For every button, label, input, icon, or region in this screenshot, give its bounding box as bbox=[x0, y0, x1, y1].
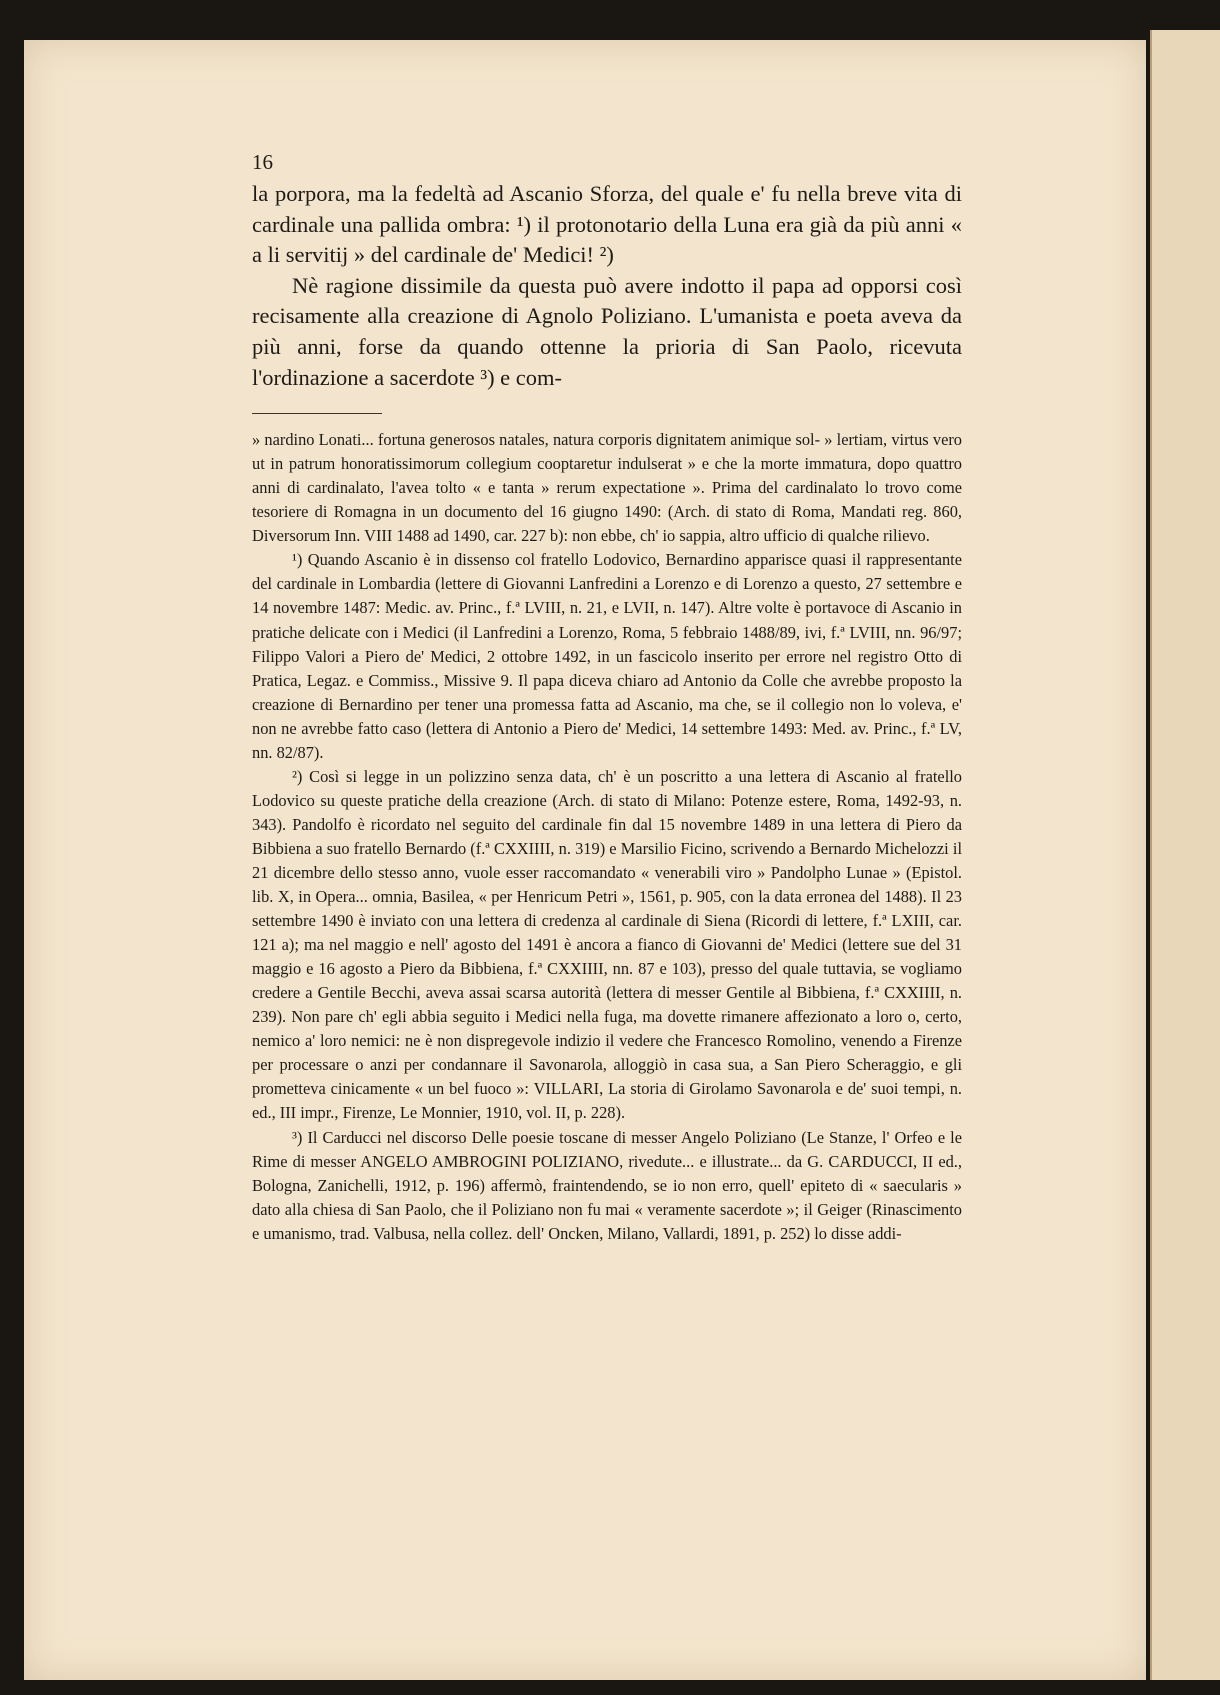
main-paragraph-2: Nè ragione dissimile da questa può avere indotto il papa ad opporsi così recisamente alla creazione di Agnolo Poliziano. L'umanista e poeta aveva da più anni, forse da quando ottenne la prioria di San Paolo, ricevuta l'ordinazione a sacerdote ³) e com- bbox=[252, 272, 962, 390]
footnote-2: ²) Così si legge in un polizzino senza data, ch' è un poscritto a una lettera di Ascanio al fratello Lodovico su queste pratiche della creazione (Arch. di stato di Milano: Potenze estere, Roma, 1492-93, n. 343). Pandolfo è ricordato nel seguito del cardinale fin dal 15 novembre 1489 in una lettera di Piero da Bibbiena a suo fratello Bernardo (f.ª CXXIIII, n. 319) e Marsilio Ficino, scrivendo a Bernardo Michelozzi il 21 dicembre dello stesso anno, vuole esser raccomandato « venerabili viro » Pandolpho Lunae » (Epistol. lib. X, in Opera... omnia, Basilea, « per Henricum Petri », 1561, p. 905, con la data erronea del 1488). Il 23 settembre 1490 è inviato con una lettera di credenza al cardinale di Siena (Ricordi di lettere, f.ª LXIII, car. 121 a); ma nel maggio e nell' agosto del 1491 è ancora a fianco di Giovanni de' Medici (lettere sue del 31 maggio e 16 agosto a Piero da Bibbiena, f.ª CXXIIII, nn. 87 e 103), presso del quale tuttavia, se vogliamo credere a Gentile Becchi, aveva assai scarsa autorità (lettera di messer Gentile al Bibbiena, f.ª CXXIIII, n. 239). Non pare ch' egli abbia seguito i Medici nella fuga, ma dovette rimanere affezionato a loro o, certo, nemico a' loro nemici: ne è non dispregevole indizio il vedere che Francesco Romolino, venendo a Firenze per processare o anzi per condannare il Savonarola, alloggiò in casa sua, a San Piero Scheraggio, e gli prometteva cinicamente « un bel fuoco »: VILLARI, La storia di Girolamo Savonarola e de' suoi tempi, n. ed., III impr., Firenze, Le Monnier, 1910, vol. II, p. 228). bbox=[252, 766, 962, 1123]
main-paragraph-1: la porpora, ma la fedeltà ad Ascanio Sforza, del quale e' fu nella breve vita di cardinale una pallida ombra: ¹) il protonotario della Luna era già da più anni « a li servitij » del cardinale de' Medici! ²) bbox=[252, 181, 962, 268]
footnote-1: ¹) Quando Ascanio è in dissenso col fratello Lodovico, Bernardino apparisce quasi il rappresentante del cardinale in Lombardia (lettere di Giovanni Lanfredini a Lorenzo e di Lorenzo a questo, 27 settembre e 14 novembre 1487: Medic. av. Princ., f.ª LVIII, n. 21, e LVII, n. 147). Altre volte è portavoce di Ascanio in pratiche delicate con i Medici (il Lanfredini a Lorenzo, Roma, 5 febbraio 1488/89, ivi, f.ª LVIII, nn. 96/97; Filippo Valori a Piero de' Medici, 2 ottobre 1492, in un fascicolo inserito per errore nel registro Otto di Pratica, Legaz. e Commiss., Missive 9. Il papa diceva chiaro ad Antonio da Colle che avrebbe proposto la creazione di Bernardino per tener una promessa fatta ad Ascanio, ma che, se il collegio non lo voleva, e' non ne avrebbe fatto caso (lettera di Antonio a Piero de' Medici, 14 settembre 1493: Med. av. Princ., f.ª LV, nn. 82/87). bbox=[252, 550, 962, 762]
page-text-block bbox=[252, 150, 962, 1246]
footnote-3: ³) Il Carducci nel discorso Delle poesie toscane di messer Angelo Poliziano (Le Stanze, l' Orfeo e le Rime di messer ANGELO AMBROGINI POLIZIANO, rivedute... e illustrate... da G. CARDUCCI, II ed., Bologna, Zanichelli, 1912, p. 196) affermò, fraintendendo, se io non erro, quell' epiteto di « saecularis » dato alla chiesa di San Paolo, che il Poliziano non fu mai « veramente sacerdote »; il Geiger (Rinascimento e umanismo, trad. Valbusa, nella collez. dell' Oncken, Milano, Vallardi, 1891, p. 252) lo disse addi- bbox=[252, 1127, 962, 1243]
page-number: 16 bbox=[252, 150, 273, 174]
next-page-edge bbox=[1150, 30, 1220, 1680]
footnote-continuation: » nardino Lonati... fortuna generosos natales, natura corporis dignitatem animique sol- » lertiam, virtus vero ut in patrum honoratissimorum collegium cooptaretur indulserat » e che la morte immatura, dopo quattro anni di cardinalato, l'avea tolto « e tanta » rerum expectatione ». Prima del cardinalato lo trovo come tesoriere di Romagna in un documento del 16 giugno 1490: (Arch. di stato di Roma, Mandati reg. 860, Diversorum Inn. VIII 1488 ad 1490, car. 227 b): non ebbe, ch' io sappia, altro ufficio di qualche rilievo. bbox=[252, 430, 962, 546]
footnote-separator bbox=[252, 413, 382, 414]
